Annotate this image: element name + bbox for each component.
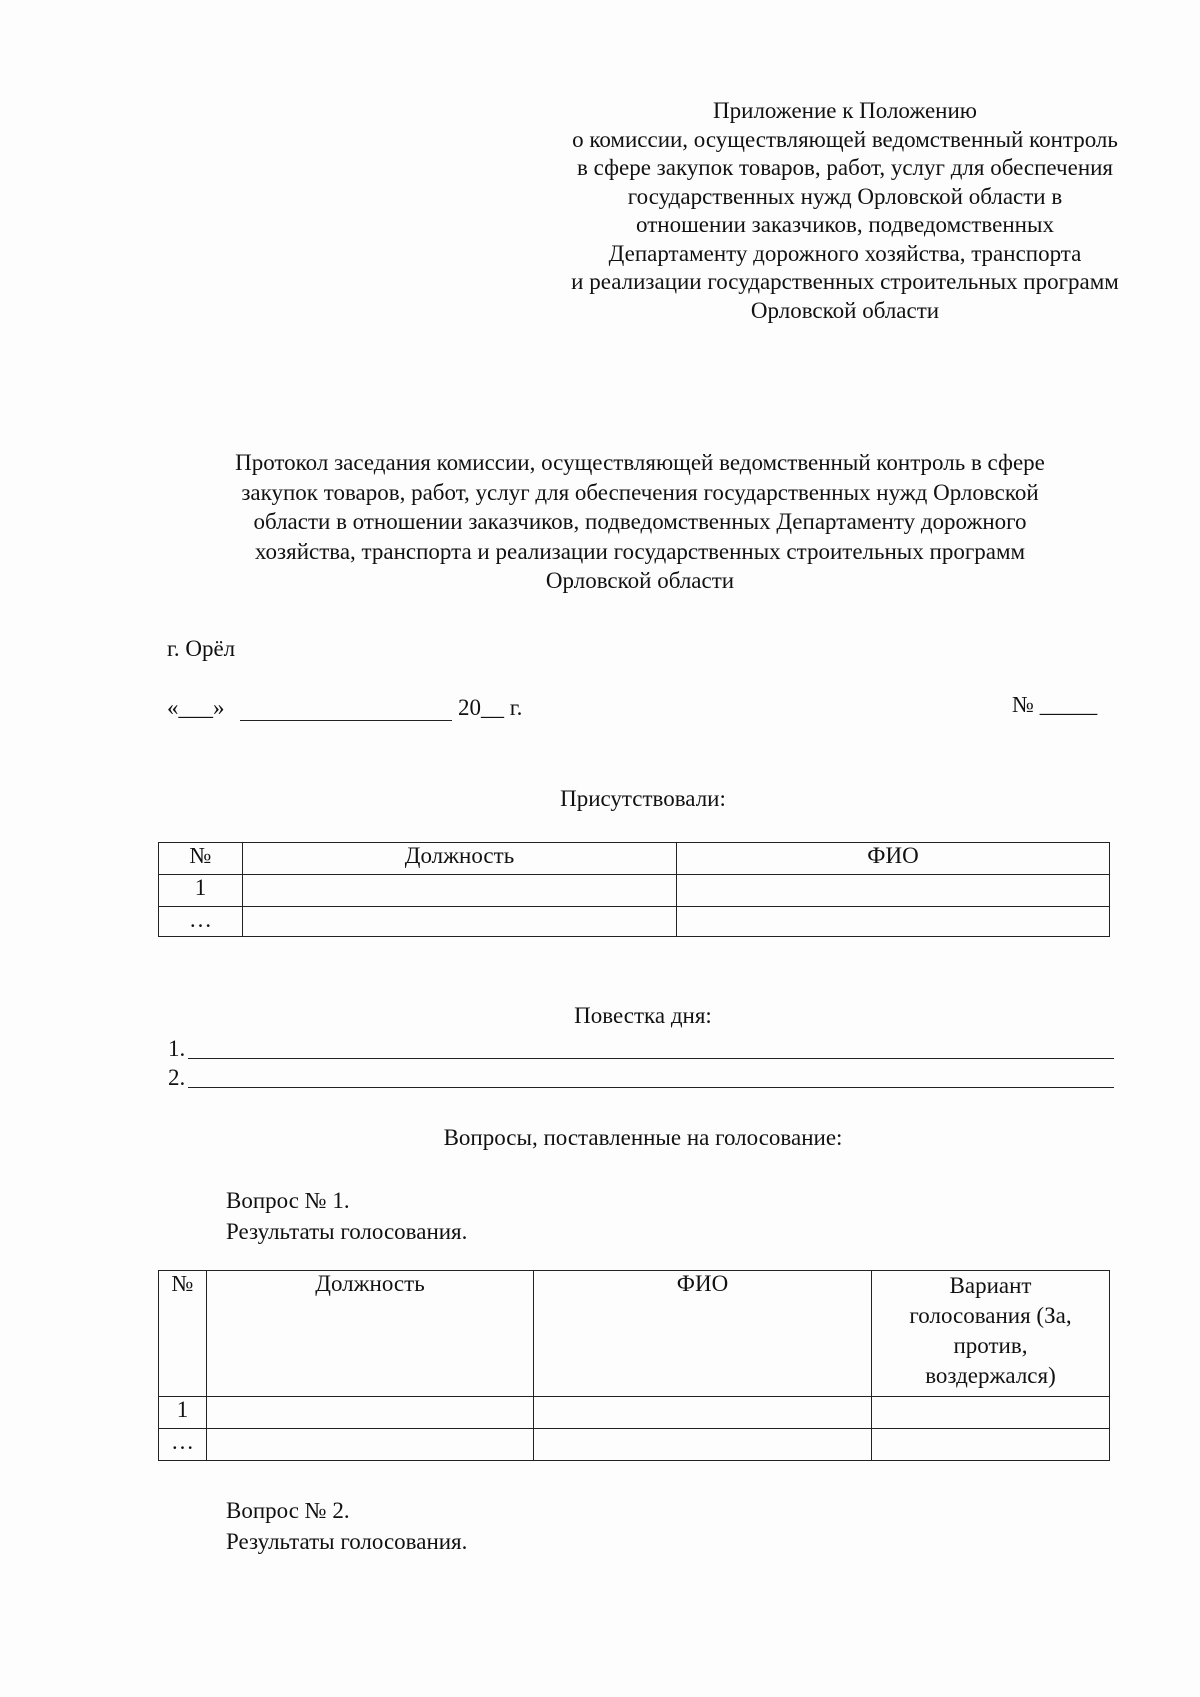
agenda-item-2: 2. [168,1065,186,1090]
appendix-line: государственных нужд Орловской области в [627,183,1063,209]
col-position: Должность [243,843,677,875]
title-line: закупок товаров, работ, услуг для обеспечения государственных нужд Орловской [241,479,1039,505]
col-vote-option: Вариант голосования (За, против, воздержался) [872,1271,1110,1397]
voting-heading: Вопросы, поставленные на голосование: [443,1125,843,1150]
city: г. Орёл [167,636,236,661]
title-line: Орловской области [545,568,735,593]
table-row: 1 [159,1397,1110,1429]
appendix-line: Департаменту дорожного хозяйства, транспорта [608,240,1082,266]
col-name: ФИО [677,843,1110,875]
question-2-label: Вопрос № 2. [226,1498,350,1523]
appendix-line: Приложение к Положению [713,98,977,123]
appendix-line: о комиссии, осуществляющей ведомственный контроль [572,126,1118,152]
table-row: … [159,1429,1110,1461]
agenda-line-2 [188,1087,1114,1088]
agenda-heading: Повестка дня: [574,1003,712,1028]
appendix-line: в сфере закупок товаров, работ, услуг для обеспечения [576,155,1114,180]
table-row: 1 [159,875,1110,907]
title-line: области в отношении заказчиков, подведомственных Департаменту дорожного [253,509,1027,534]
col-position: Должность [207,1271,534,1397]
table-row: … [159,907,1110,937]
col-number: № [159,843,243,875]
title-line: хозяйства, транспорта и реализации государственных строительных программ [254,538,1026,564]
question-2-results: Результаты голосования. [226,1529,468,1554]
date-year: 20__ г. [458,695,523,720]
col-name: ФИО [534,1271,872,1397]
attendees-table [158,842,1110,937]
title-line: Протокол заседания комиссии, осуществляющей ведомственный контроль в сфере [235,450,1045,475]
date-day: «___» [167,695,225,720]
question-1-label: Вопрос № 1. [226,1188,350,1213]
protocol-number: № _____ [1012,692,1098,717]
appendix-header [520,97,1170,325]
col-number: № [159,1271,207,1397]
agenda-item-1: 1. [168,1036,186,1061]
date-month-blank [240,720,452,721]
appendix-line: Орловской области [750,297,940,323]
voting-table-q1 [158,1270,1110,1461]
appendix-line: и реализации государственных строительных программ [571,269,1119,294]
agenda-line-1 [188,1058,1114,1059]
appendix-line: отношении заказчиков, подведомственных [636,212,1054,237]
question-1-results: Результаты голосования. [226,1219,468,1244]
attendees-heading: Присутствовали: [560,786,726,811]
document-title [140,448,1140,596]
